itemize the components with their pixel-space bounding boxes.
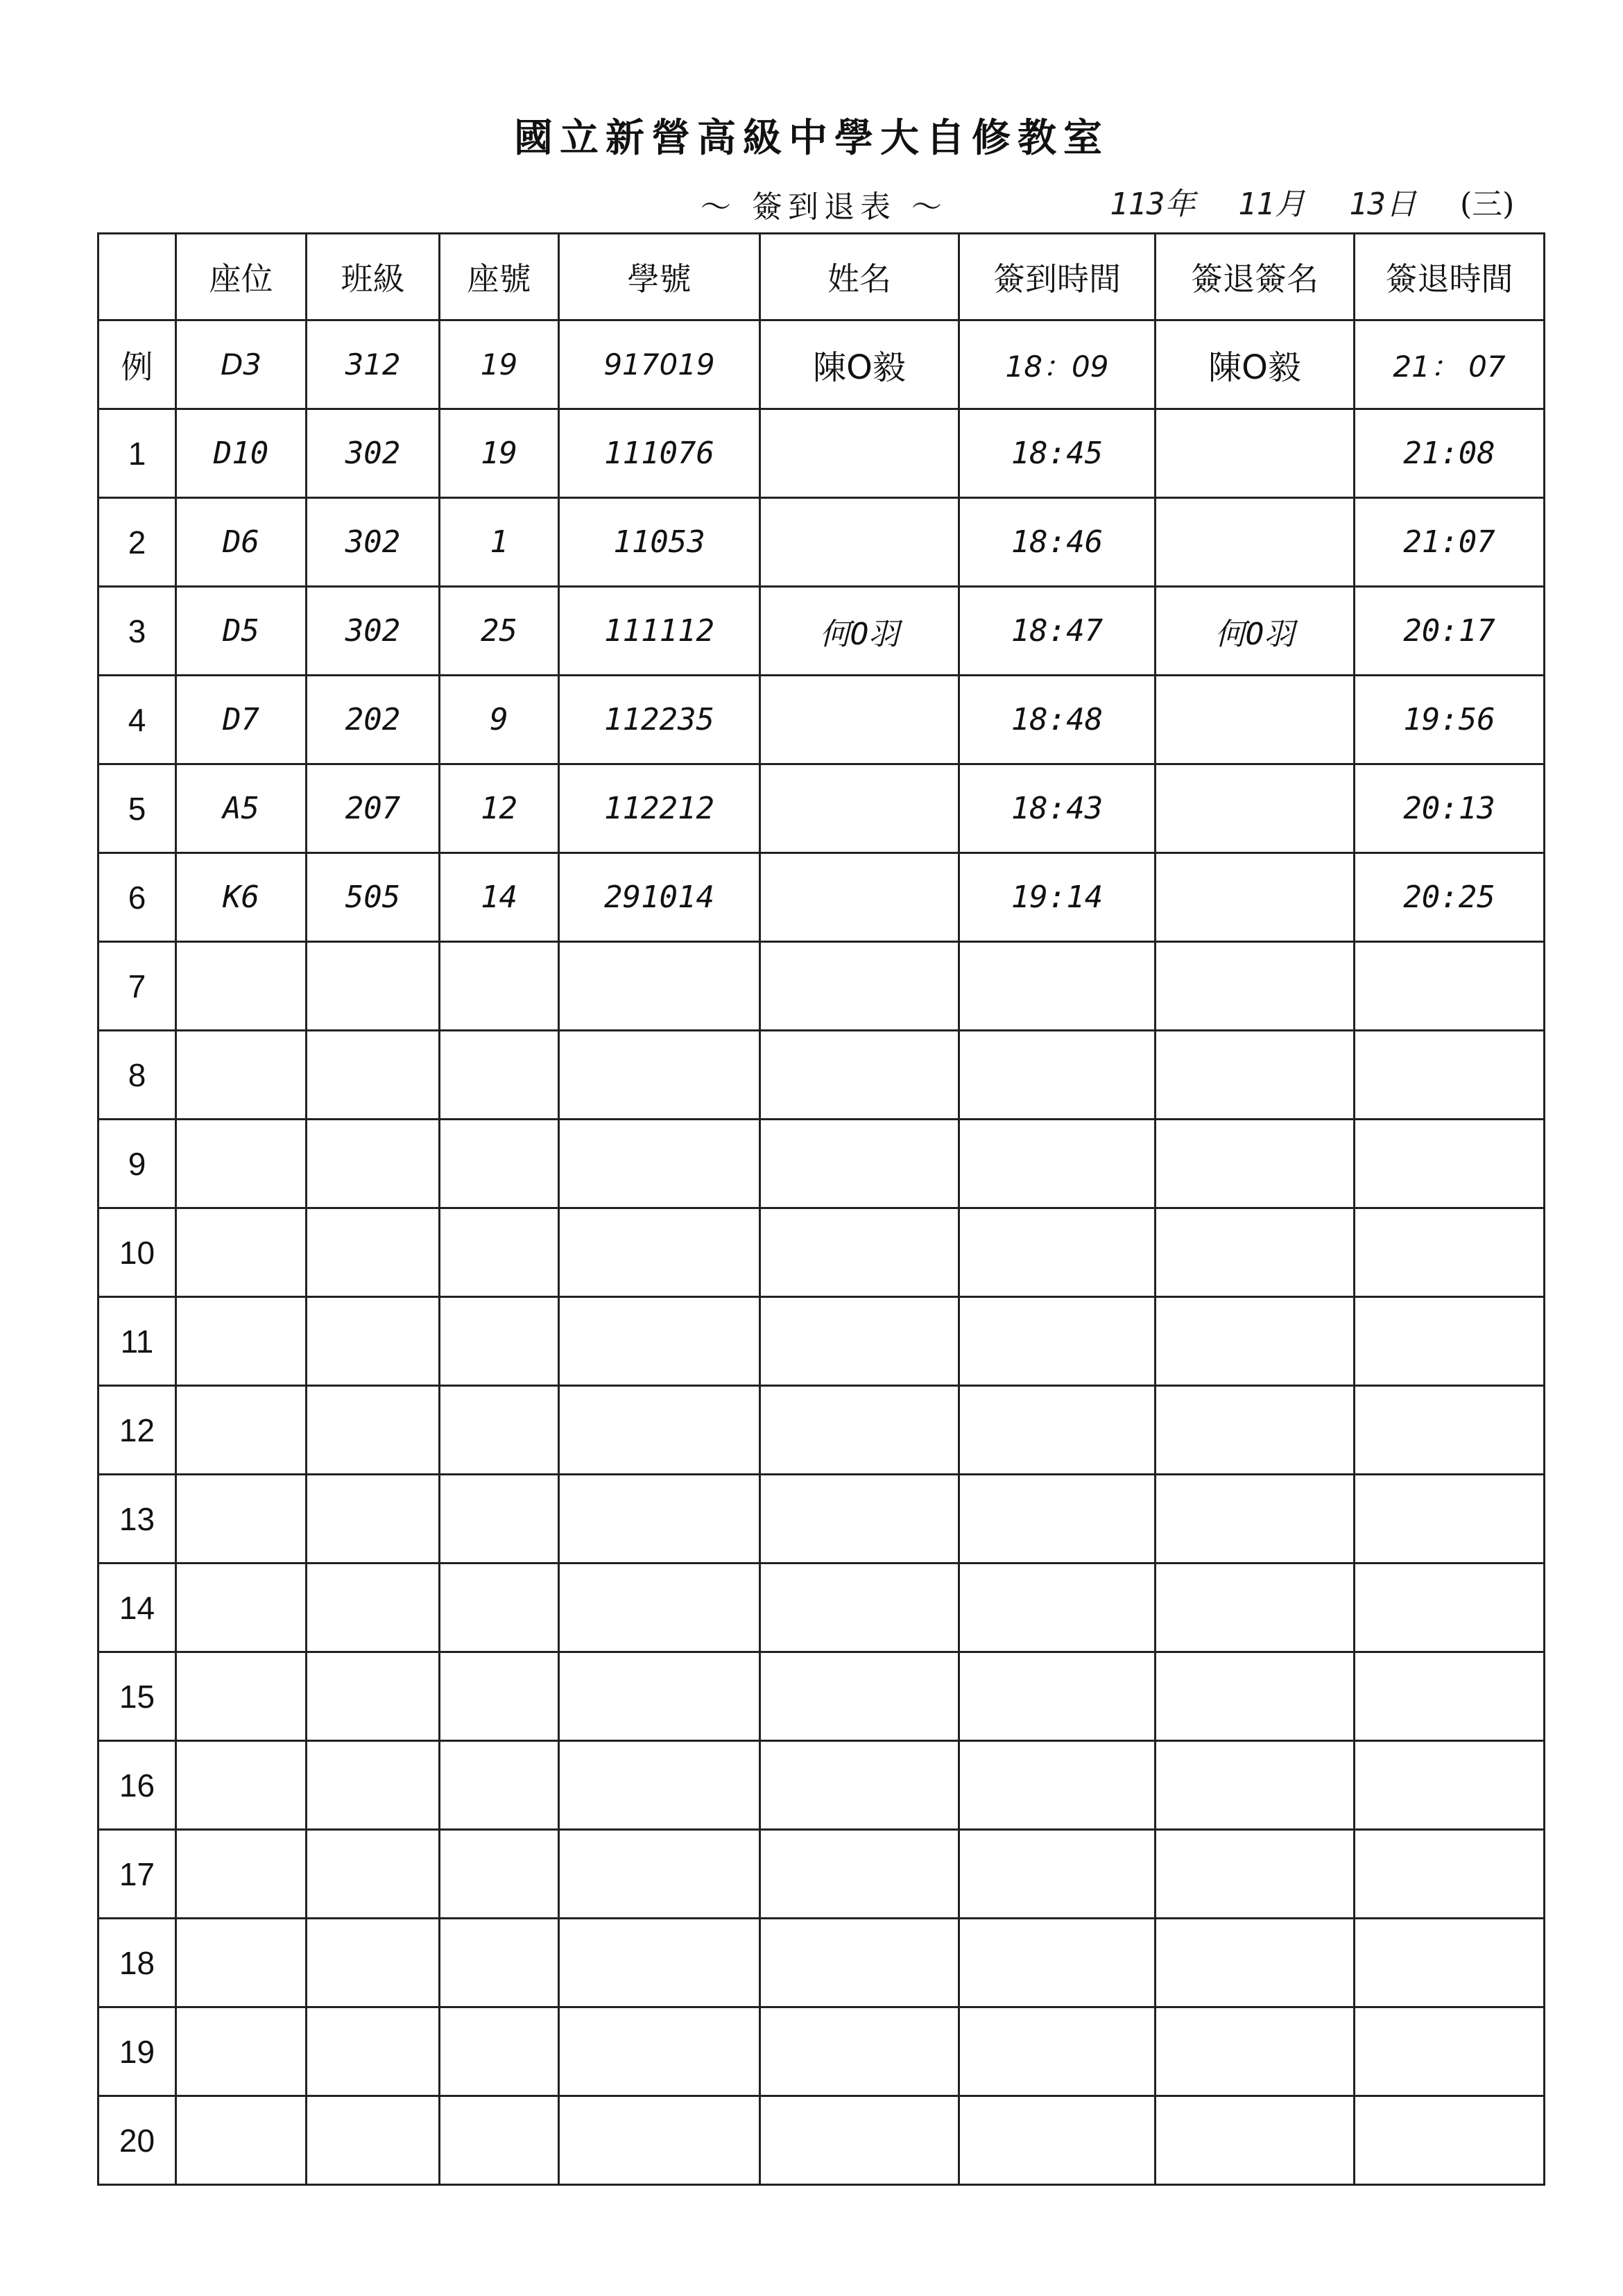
- cell-check-out-signature: [1156, 2007, 1355, 2096]
- cell-student-id: 917019: [559, 320, 760, 409]
- row-number: 3: [98, 587, 176, 676]
- cell-class: [307, 1919, 440, 2007]
- cell-student-id: 112235: [559, 676, 760, 764]
- cell-class: 312: [307, 320, 440, 409]
- cell-check-out-signature: [1156, 1297, 1355, 1386]
- cell-class: [307, 2096, 440, 2185]
- cell-check-in-time: [959, 1031, 1156, 1120]
- row-number: 7: [98, 942, 176, 1031]
- column-header-name: 姓名: [760, 234, 959, 320]
- sign-in-table: [97, 232, 1545, 2186]
- cell-class: 505: [307, 853, 440, 942]
- cell-student-id: [559, 1031, 760, 1120]
- table-row: [98, 2007, 1545, 2096]
- cell-seat-number: [440, 1208, 559, 1297]
- cell-student-id: [559, 1563, 760, 1652]
- cell-seat: [176, 2007, 307, 2096]
- cell-check-out-signature: 何O羽: [1156, 587, 1355, 676]
- table-row: [98, 1830, 1545, 1919]
- cell-check-out-signature: [1156, 409, 1355, 498]
- cell-seat: [176, 2096, 307, 2185]
- table-row: [98, 587, 1545, 676]
- cell-seat: [176, 1208, 307, 1297]
- cell-seat: [176, 1120, 307, 1208]
- cell-seat: [176, 1563, 307, 1652]
- table-row: [98, 1120, 1545, 1208]
- row-number: 14: [98, 1563, 176, 1652]
- cell-check-in-time: [959, 1475, 1156, 1563]
- cell-seat-number: 19: [440, 320, 559, 409]
- cell-seat-number: [440, 1120, 559, 1208]
- table-row: [98, 853, 1545, 942]
- cell-class: [307, 2007, 440, 2096]
- cell-check-out-time: [1355, 942, 1545, 1031]
- row-number: 18: [98, 1919, 176, 2007]
- cell-name: [760, 1741, 959, 1830]
- cell-student-id: 112212: [559, 764, 760, 853]
- cell-name: 何O羽: [760, 587, 959, 676]
- table-row: [98, 764, 1545, 853]
- cell-seat-number: [440, 942, 559, 1031]
- cell-name: [760, 2096, 959, 2185]
- table-row: [98, 1031, 1545, 1120]
- cell-seat-number: 9: [440, 676, 559, 764]
- date-year: 113年: [1110, 187, 1196, 222]
- cell-check-in-time: [959, 942, 1156, 1031]
- cell-student-id: 291014: [559, 853, 760, 942]
- cell-check-in-time: [959, 1297, 1156, 1386]
- table-row: [98, 1208, 1545, 1297]
- cell-check-in-time: [959, 1652, 1156, 1741]
- table-row: [98, 1652, 1545, 1741]
- table-row: [98, 676, 1545, 764]
- cell-seat: D10: [176, 409, 307, 498]
- cell-class: 302: [307, 498, 440, 587]
- cell-class: 302: [307, 409, 440, 498]
- row-number: 10: [98, 1208, 176, 1297]
- table-row: [98, 409, 1545, 498]
- cell-student-id: [559, 2096, 760, 2185]
- cell-check-in-time: [959, 1919, 1156, 2007]
- row-number: 8: [98, 1031, 176, 1120]
- cell-class: 302: [307, 587, 440, 676]
- cell-name: [760, 1386, 959, 1475]
- cell-seat: [176, 1475, 307, 1563]
- cell-seat-number: 12: [440, 764, 559, 853]
- cell-check-in-time: [959, 1208, 1156, 1297]
- cell-name: [760, 409, 959, 498]
- row-number: 12: [98, 1386, 176, 1475]
- cell-student-id: [559, 1475, 760, 1563]
- cell-seat-number: [440, 1297, 559, 1386]
- cell-check-in-time: [959, 1563, 1156, 1652]
- cell-class: [307, 1741, 440, 1830]
- cell-check-out-time: 21:07: [1355, 498, 1545, 587]
- cell-check-out-time: [1355, 1652, 1545, 1741]
- cell-check-out-signature: [1156, 1652, 1355, 1741]
- cell-check-out-time: 21:08: [1355, 409, 1545, 498]
- cell-check-out-time: [1355, 1830, 1545, 1919]
- cell-seat-number: 14: [440, 853, 559, 942]
- cell-student-id: [559, 1652, 760, 1741]
- cell-check-in-time: [959, 2007, 1156, 2096]
- cell-class: 202: [307, 676, 440, 764]
- cell-name: [760, 853, 959, 942]
- cell-student-id: [559, 942, 760, 1031]
- cell-check-out-time: 20:25: [1355, 853, 1545, 942]
- cell-name: [760, 1475, 959, 1563]
- cell-student-id: [559, 1386, 760, 1475]
- row-number: 5: [98, 764, 176, 853]
- cell-name: [760, 1563, 959, 1652]
- cell-check-out-signature: [1156, 2096, 1355, 2185]
- row-number: 6: [98, 853, 176, 942]
- cell-seat-number: 25: [440, 587, 559, 676]
- cell-name: [760, 1830, 959, 1919]
- table-row: [98, 498, 1545, 587]
- cell-seat-number: [440, 2096, 559, 2185]
- cell-check-in-time: 18:43: [959, 764, 1156, 853]
- cell-name: [760, 2007, 959, 2096]
- cell-check-in-time: [959, 1386, 1156, 1475]
- cell-name: [760, 1120, 959, 1208]
- cell-seat: [176, 1652, 307, 1741]
- row-number: 19: [98, 2007, 176, 2096]
- cell-seat: D7: [176, 676, 307, 764]
- cell-seat: A5: [176, 764, 307, 853]
- cell-check-in-time: 18:46: [959, 498, 1156, 587]
- cell-class: [307, 1652, 440, 1741]
- row-number: 20: [98, 2096, 176, 2185]
- row-number: 9: [98, 1120, 176, 1208]
- cell-seat-number: 1: [440, 498, 559, 587]
- cell-name: [760, 1652, 959, 1741]
- table-row: [98, 1475, 1545, 1563]
- cell-seat: D6: [176, 498, 307, 587]
- cell-check-out-signature: [1156, 1563, 1355, 1652]
- row-number: 16: [98, 1741, 176, 1830]
- cell-check-out-signature: [1156, 676, 1355, 764]
- column-header-check-in-time: 簽到時間: [959, 234, 1156, 320]
- row-number: 15: [98, 1652, 176, 1741]
- column-header-index: [98, 234, 176, 320]
- cell-check-out-signature: [1156, 498, 1355, 587]
- cell-check-in-time: [959, 1830, 1156, 1919]
- date-weekday: (三): [1460, 187, 1515, 222]
- cell-seat-number: [440, 1386, 559, 1475]
- table-row: [98, 1919, 1545, 2007]
- cell-check-in-time: 18:47: [959, 587, 1156, 676]
- cell-name: [760, 1031, 959, 1120]
- cell-check-out-time: [1355, 1297, 1545, 1386]
- row-number: 17: [98, 1830, 176, 1919]
- cell-check-in-time: [959, 2096, 1156, 2185]
- cell-check-in-time: 18:45: [959, 409, 1156, 498]
- page-title: 國立新營高級中學大自修教室: [514, 115, 1109, 161]
- example-row: [98, 320, 1545, 409]
- cell-seat-number: [440, 1741, 559, 1830]
- date-day: 13日: [1349, 187, 1416, 222]
- cell-seat: [176, 942, 307, 1031]
- cell-check-out-time: [1355, 1031, 1545, 1120]
- cell-name: [760, 676, 959, 764]
- row-number: 13: [98, 1475, 176, 1563]
- cell-check-out-time: [1355, 1919, 1545, 2007]
- cell-check-out-signature: [1156, 853, 1355, 942]
- cell-check-out-time: 20:17: [1355, 587, 1545, 676]
- column-header-seat: 座位: [176, 234, 307, 320]
- row-number: 例: [98, 320, 176, 409]
- table-row: [98, 1741, 1545, 1830]
- date-month: 11月: [1238, 187, 1305, 222]
- cell-student-id: [559, 1297, 760, 1386]
- cell-check-out-signature: [1156, 1031, 1355, 1120]
- cell-check-out-time: [1355, 1475, 1545, 1563]
- cell-name: [760, 1297, 959, 1386]
- cell-name: [760, 764, 959, 853]
- cell-student-id: 111076: [559, 409, 760, 498]
- cell-check-out-signature: [1156, 1830, 1355, 1919]
- cell-class: [307, 1120, 440, 1208]
- cell-seat-number: [440, 1563, 559, 1652]
- cell-check-out-time: [1355, 1741, 1545, 1830]
- table-header-row: [98, 234, 1545, 320]
- cell-seat: [176, 1297, 307, 1386]
- cell-seat: D3: [176, 320, 307, 409]
- cell-check-out-signature: [1156, 1386, 1355, 1475]
- cell-student-id: [559, 1830, 760, 1919]
- cell-seat-number: [440, 2007, 559, 2096]
- cell-check-out-time: 20:13: [1355, 764, 1545, 853]
- cell-check-out-signature: [1156, 1120, 1355, 1208]
- cell-name: [760, 498, 959, 587]
- cell-seat-number: [440, 1830, 559, 1919]
- cell-check-out-time: [1355, 2007, 1545, 2096]
- cell-student-id: 111112: [559, 587, 760, 676]
- cell-class: [307, 1475, 440, 1563]
- cell-class: [307, 1563, 440, 1652]
- cell-name: [760, 942, 959, 1031]
- cell-seat-number: 19: [440, 409, 559, 498]
- cell-seat: K6: [176, 853, 307, 942]
- column-header-seat-number: 座號: [440, 234, 559, 320]
- column-header-check-out-signature: 簽退簽名: [1156, 234, 1355, 320]
- cell-check-out-signature: 陳O毅: [1156, 320, 1355, 409]
- cell-check-out-time: [1355, 1563, 1545, 1652]
- row-number: 1: [98, 409, 176, 498]
- cell-student-id: [559, 1208, 760, 1297]
- cell-seat: [176, 1386, 307, 1475]
- cell-seat-number: [440, 1475, 559, 1563]
- cell-student-id: [559, 1919, 760, 2007]
- row-number: 11: [98, 1297, 176, 1386]
- cell-check-out-time: [1355, 2096, 1545, 2185]
- cell-class: [307, 1297, 440, 1386]
- cell-check-out-time: 21： 07: [1355, 320, 1545, 409]
- row-number: 2: [98, 498, 176, 587]
- cell-name: [760, 1208, 959, 1297]
- cell-check-out-time: [1355, 1208, 1545, 1297]
- cell-check-out-signature: [1156, 1208, 1355, 1297]
- cell-check-in-time: 18:48: [959, 676, 1156, 764]
- cell-seat-number: [440, 1652, 559, 1741]
- cell-class: [307, 1031, 440, 1120]
- table-row: [98, 2096, 1545, 2185]
- cell-check-in-time: 19:14: [959, 853, 1156, 942]
- column-header-class: 班級: [307, 234, 440, 320]
- cell-seat: [176, 1919, 307, 2007]
- cell-seat: [176, 1830, 307, 1919]
- cell-class: [307, 1830, 440, 1919]
- cell-name: [760, 1919, 959, 2007]
- cell-seat: [176, 1741, 307, 1830]
- cell-class: 207: [307, 764, 440, 853]
- cell-check-out-signature: [1156, 764, 1355, 853]
- cell-student-id: [559, 1120, 760, 1208]
- form-subtitle: ～ 簽到退表 ～: [701, 189, 947, 225]
- column-header-check-out-time: 簽退時間: [1355, 234, 1545, 320]
- cell-check-out-signature: [1156, 1475, 1355, 1563]
- cell-check-in-time: [959, 1120, 1156, 1208]
- cell-student-id: [559, 2007, 760, 2096]
- cell-check-out-time: [1355, 1120, 1545, 1208]
- cell-check-out-signature: [1156, 942, 1355, 1031]
- cell-check-out-time: 19:56: [1355, 676, 1545, 764]
- cell-seat-number: [440, 1031, 559, 1120]
- table-row: [98, 942, 1545, 1031]
- cell-check-in-time: [959, 1741, 1156, 1830]
- cell-student-id: 11053: [559, 498, 760, 587]
- cell-seat: D5: [176, 587, 307, 676]
- row-number: 4: [98, 676, 176, 764]
- cell-name: 陳O毅: [760, 320, 959, 409]
- table-row: [98, 1297, 1545, 1386]
- cell-check-out-signature: [1156, 1741, 1355, 1830]
- cell-check-in-time: 18：09: [959, 320, 1156, 409]
- table-row: [98, 1386, 1545, 1475]
- cell-class: [307, 1386, 440, 1475]
- table-row: [98, 1563, 1545, 1652]
- cell-check-out-time: [1355, 1386, 1545, 1475]
- cell-seat-number: [440, 1919, 559, 2007]
- cell-student-id: [559, 1741, 760, 1830]
- cell-class: [307, 942, 440, 1031]
- cell-check-out-signature: [1156, 1919, 1355, 2007]
- column-header-student-id: 學號: [559, 234, 760, 320]
- cell-class: [307, 1208, 440, 1297]
- cell-seat: [176, 1031, 307, 1120]
